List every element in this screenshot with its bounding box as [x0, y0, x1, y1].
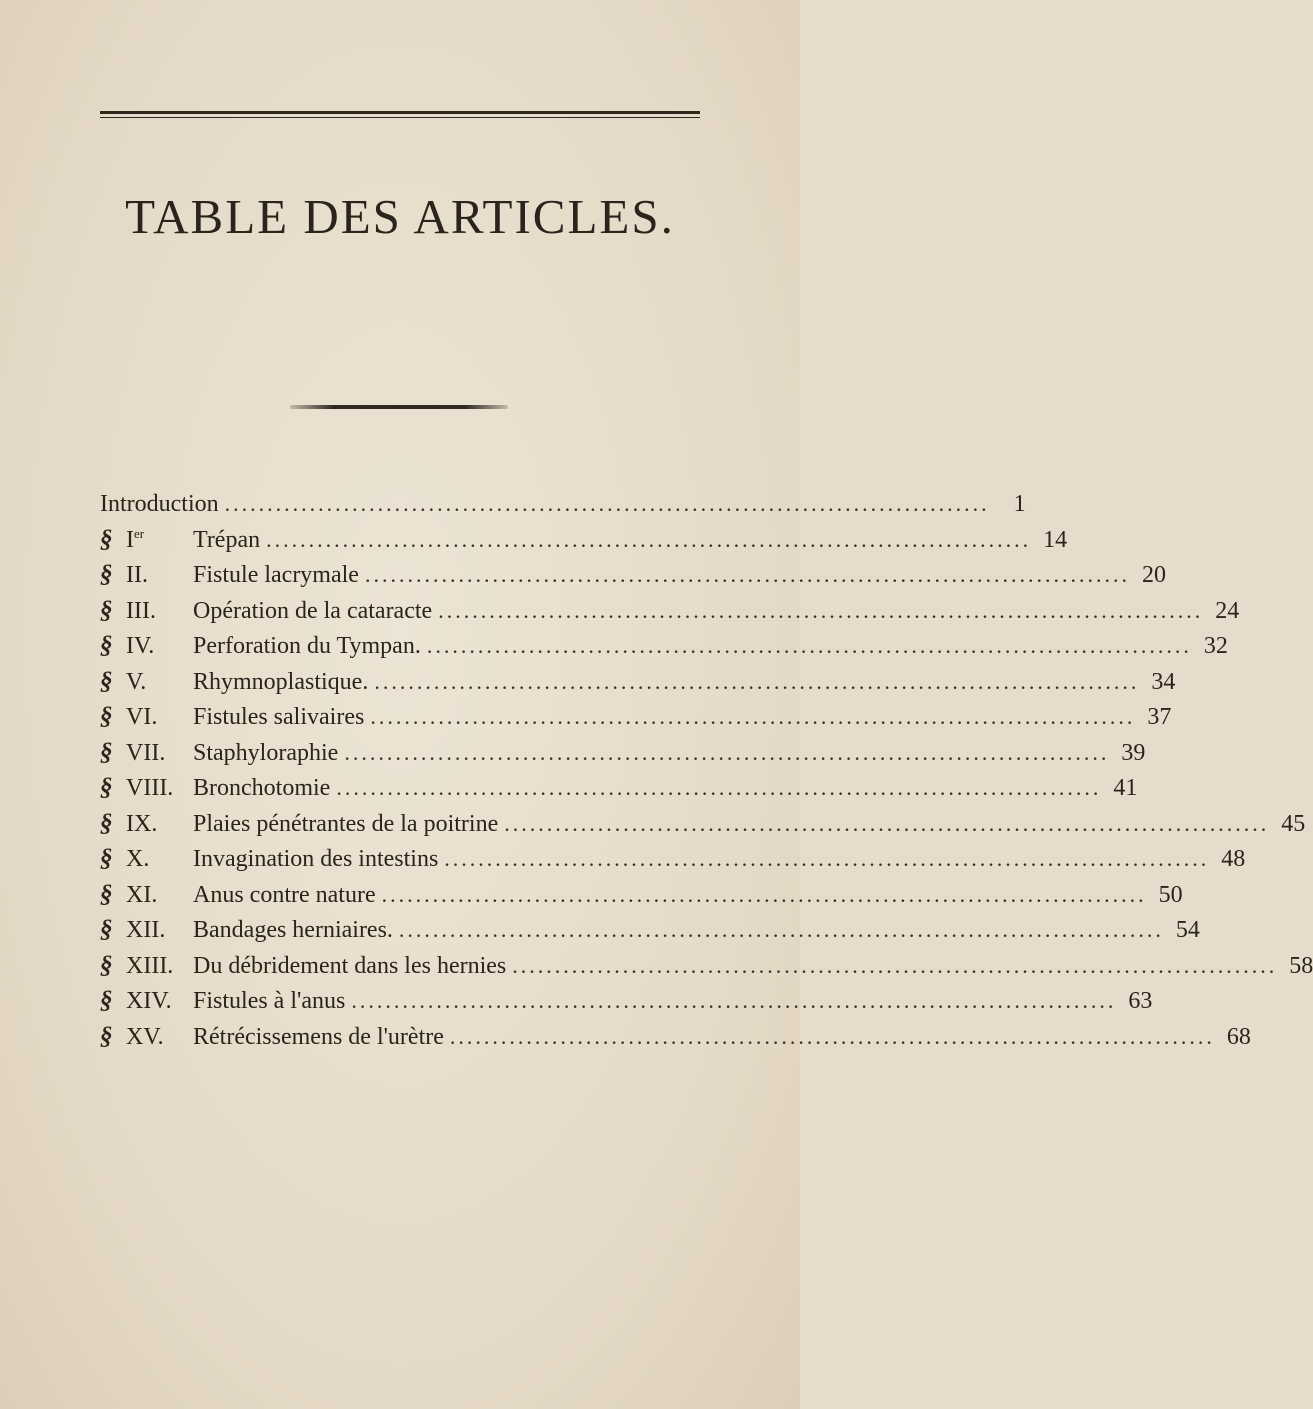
toc-label: Staphyloraphie: [193, 739, 339, 766]
toc-page-number: 14: [1043, 526, 1068, 553]
toc-label: Invagination des intestins: [193, 846, 439, 872]
toc-entry[interactable]: [100, 735, 1146, 771]
section-marker: [100, 983, 193, 1020]
section-marker: [100, 522, 193, 559]
toc-label: Plaies pénétrantes de la poitrine: [193, 810, 499, 837]
section-marker: [100, 806, 193, 843]
section-numeral: II.: [126, 562, 148, 588]
section-numeral: IV.: [126, 633, 155, 659]
toc-entry[interactable]: [100, 912, 1200, 948]
section-symbol: §: [100, 738, 113, 766]
toc-page-number: 34: [1151, 668, 1176, 695]
toc-label: Du débridement dans les hernies: [193, 952, 507, 979]
toc-page-number: 32: [1203, 633, 1228, 659]
section-symbol: §: [100, 561, 113, 588]
section-numeral: XII.: [126, 917, 166, 943]
toc-entry[interactable]: [100, 841, 1246, 877]
dot-leader: ..........................................................................................: [426, 633, 1192, 658]
toc-label: Fistules à l'anus: [193, 988, 346, 1014]
section-numeral: VI.: [126, 704, 158, 730]
toc-entry[interactable]: [100, 522, 1068, 558]
section-numeral: VIII.: [126, 775, 174, 801]
toc-page-number: 63: [1128, 988, 1153, 1014]
section-marker: [100, 1019, 193, 1056]
toc-entry[interactable]: [100, 770, 1138, 806]
section-numeral: XIII.: [126, 952, 174, 979]
section-marker: [100, 948, 193, 985]
section-numeral: Ier: [126, 525, 145, 553]
top-thin-rule: [100, 117, 700, 118]
section-numeral: III.: [126, 597, 156, 624]
section-symbol: §: [100, 951, 113, 979]
section-symbol: §: [100, 632, 113, 659]
toc-label: Anus contre nature: [193, 881, 376, 908]
toc-entry[interactable]: [100, 628, 1228, 664]
toc-page-number: 48: [1221, 846, 1246, 872]
toc-label: Fistule lacrymale: [193, 562, 359, 588]
section-numeral: X.: [126, 846, 150, 872]
toc-page-number: 1: [1013, 491, 1026, 517]
section-symbol: §: [100, 525, 113, 553]
toc-entry[interactable]: [100, 557, 1166, 593]
toc-label: Opération de la cataracte: [193, 597, 433, 624]
dot-leader: ..........................................................................................: [266, 526, 1032, 552]
section-marker: [100, 664, 193, 701]
section-marker: [100, 841, 193, 878]
toc-page-number: 54: [1175, 917, 1200, 943]
section-symbol: §: [100, 774, 113, 801]
toc-entry[interactable]: [100, 699, 1172, 735]
top-double-rule: [100, 111, 700, 114]
section-symbol: §: [100, 880, 113, 908]
toc-entry[interactable]: [100, 877, 1183, 913]
section-symbol: §: [100, 916, 113, 943]
toc-label: Bronchotomie: [193, 775, 331, 801]
dot-leader: ..........................................................................................: [344, 739, 1110, 765]
toc-label: Perforation du Tympan.: [193, 633, 421, 659]
table-of-contents: [100, 486, 1313, 1054]
toc-entry[interactable]: [100, 1019, 1251, 1055]
toc-page-number: 45: [1281, 810, 1306, 837]
decorative-rule: [290, 405, 508, 409]
section-numeral: IX.: [126, 810, 158, 837]
toc-entry[interactable]: [100, 664, 1176, 700]
toc-entry[interactable]: [100, 593, 1240, 629]
toc-label: Rétrécissemens de l'urètre: [193, 1023, 444, 1050]
dot-leader: ..........................................................................................: [370, 704, 1136, 729]
section-symbol: §: [100, 987, 113, 1014]
toc-page-number: 50: [1158, 881, 1183, 908]
section-marker: [100, 557, 193, 594]
dot-leader: ..........................................................................................: [398, 917, 1164, 942]
section-numeral: XIV.: [126, 988, 172, 1014]
section-marker: [100, 912, 193, 949]
dot-leader: ..........................................................................................: [438, 597, 1204, 623]
toc-page-number: 37: [1147, 704, 1172, 730]
section-marker: [100, 770, 193, 807]
dot-leader: ..........................................................................................: [449, 1023, 1215, 1049]
section-symbol: §: [100, 845, 113, 872]
page-title: TABLE DES ARTICLES.: [125, 189, 675, 244]
section-marker: [100, 593, 193, 630]
section-symbol: §: [100, 667, 113, 695]
section-numeral: V.: [126, 668, 147, 695]
toc-page-number: 20: [1141, 562, 1166, 588]
section-symbol: §: [100, 596, 113, 624]
dot-leader: ..........................................................................................: [512, 952, 1278, 978]
dot-leader: ..........................................................................................: [224, 491, 990, 516]
section-numeral: VII.: [126, 739, 166, 766]
toc-label: Introduction: [100, 491, 219, 517]
toc-page-number: 68: [1226, 1023, 1251, 1050]
section-numeral: XI.: [126, 881, 158, 908]
toc-entry[interactable]: [100, 983, 1153, 1019]
toc-entry-introduction[interactable]: [100, 486, 1026, 522]
toc-page-number: 39: [1121, 739, 1146, 766]
toc-label: Rhymnoplastique.: [193, 668, 369, 695]
section-marker: [100, 628, 193, 665]
toc-page-number: 58: [1289, 952, 1313, 979]
toc-label: Trépan: [193, 526, 261, 553]
dot-leader: ..........................................................................................: [374, 668, 1140, 694]
toc-label: Bandages herniaires.: [193, 917, 393, 943]
toc-label: Fistules salivaires: [193, 704, 365, 730]
toc-entry[interactable]: [100, 948, 1313, 984]
section-marker: [100, 735, 193, 772]
toc-page-number: 41: [1113, 775, 1138, 801]
toc-page-number: 24: [1215, 597, 1240, 624]
dot-leader: ..........................................................................................: [504, 810, 1270, 836]
dot-leader: ..........................................................................................: [444, 846, 1210, 871]
section-numeral: XV.: [126, 1023, 164, 1050]
dot-leader: ..........................................................................................: [364, 562, 1130, 587]
section-symbol: §: [100, 809, 113, 837]
section-symbol: §: [100, 1022, 113, 1050]
section-marker: [100, 877, 193, 914]
dot-leader: ..........................................................................................: [351, 988, 1117, 1013]
dot-leader: ..........................................................................................: [381, 881, 1147, 907]
dot-leader: ..........................................................................................: [336, 775, 1102, 800]
section-symbol: §: [100, 703, 113, 730]
section-marker: [100, 699, 193, 736]
toc-entry[interactable]: [100, 806, 1306, 842]
